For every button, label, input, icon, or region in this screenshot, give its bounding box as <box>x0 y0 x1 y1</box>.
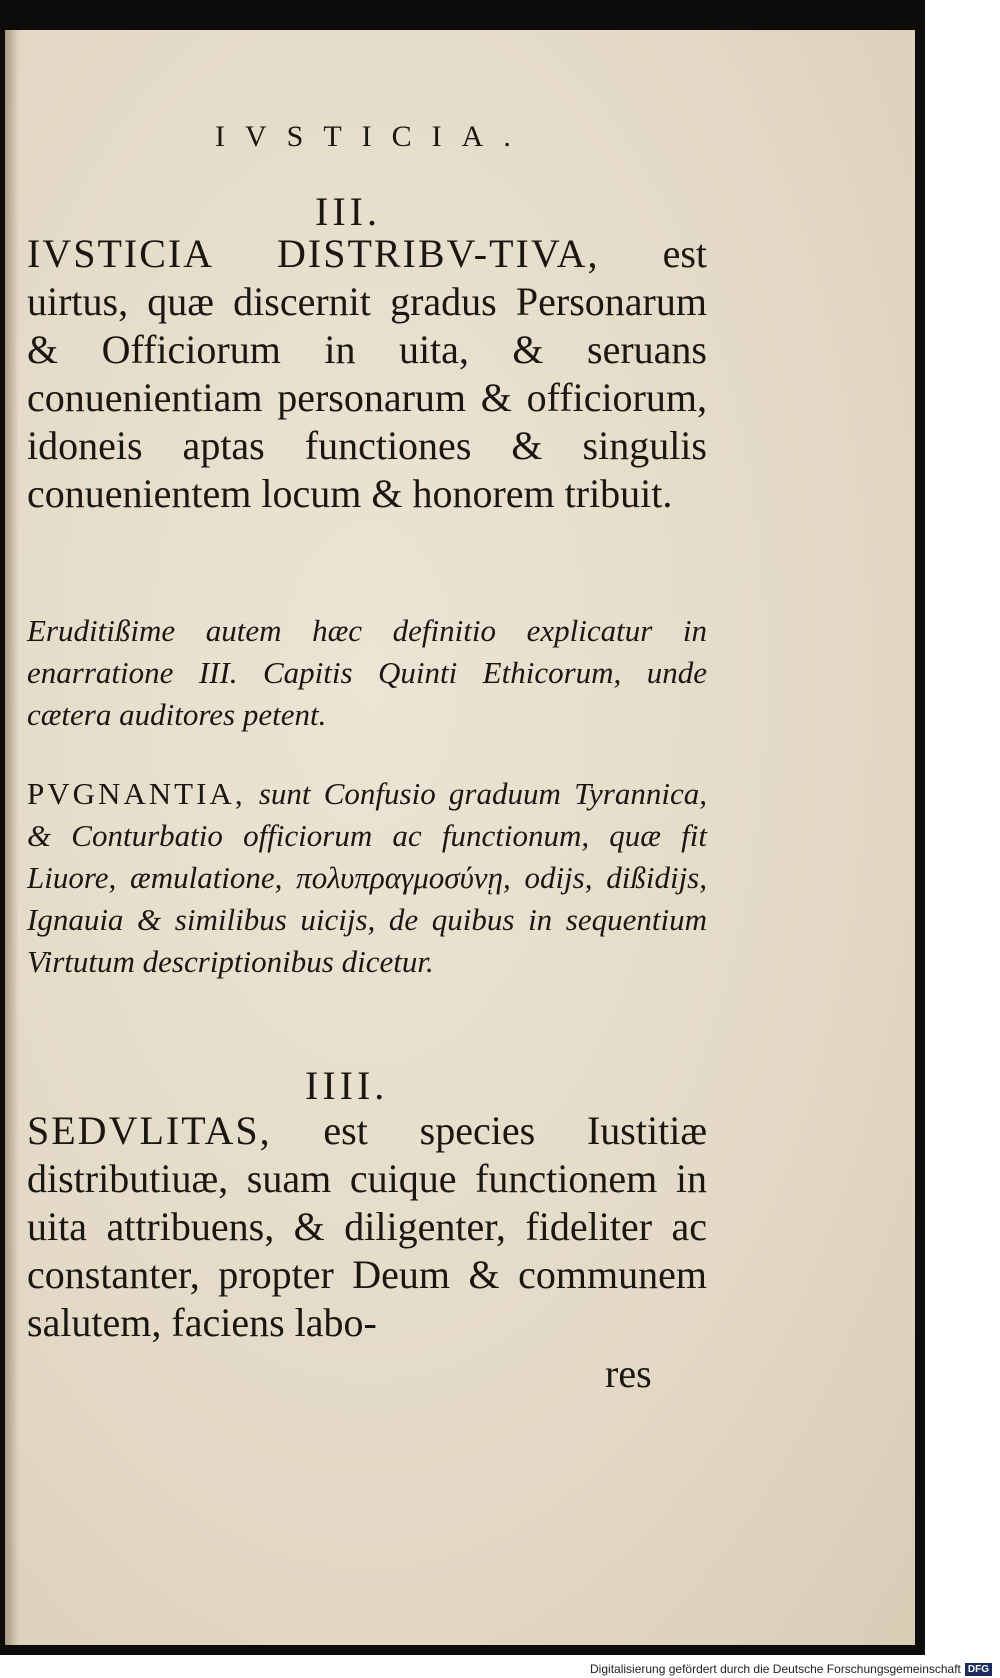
dfg-logo: DFG <box>965 1663 992 1676</box>
sedulitas-lead: SEDVLITAS, <box>27 1108 272 1153</box>
pugnantia-body: sunt Confusio graduum Tyrannica, & Conturbatio officiorum ac functionum, quæ fit Liuore, æmulatione, πολυπραγμοσύνῃ, odijs, dißidijs, Ignauia & similibus uicijs, de quibus in sequentium Virtutum descriptionibus dicetur. <box>27 776 707 979</box>
definition-lead: IVSTICIA DISTRIBV-TIVA, <box>27 231 600 276</box>
digitization-credit <box>590 1662 992 1676</box>
pugnantia-lead: PVGNANTIA, <box>27 776 246 811</box>
credit-text: Digitalisierung gefördert durch die Deutsche Forschungsgemeinschaft <box>590 1662 961 1676</box>
section-number-4: IIII. <box>305 1063 389 1108</box>
gutter-shadow <box>5 30 19 1645</box>
explication-paragraph: Eruditißime autem hæc definitio explicatur in enarratione III. Capitis Quinti Ethicorum, unde cætera auditores petent. <box>27 613 707 732</box>
definition-sedulitas <box>27 1107 707 1347</box>
definition-body: est uirtus, quæ discernit gradus Personarum & Officiorum in uita, & seruans conuenientiam personarum & officiorum, idoneis aptas functiones & singulis conuenientem locum & honorem tribuit. <box>27 231 708 516</box>
book-page <box>5 30 915 1645</box>
running-head: IVSTICIA. <box>215 120 531 153</box>
definition-distributiva <box>27 230 707 518</box>
catchword: res <box>605 1351 652 1396</box>
sedulitas-body: est species Iustitiæ distributiuæ, suam cuique functionem in uita attribuens, & diligenter, fideliter ac constanter, propter Deum & communem salutem, faciens labo- <box>27 1108 708 1345</box>
pugnantia-paragraph <box>27 773 707 983</box>
section-number-3: III. <box>315 189 381 234</box>
